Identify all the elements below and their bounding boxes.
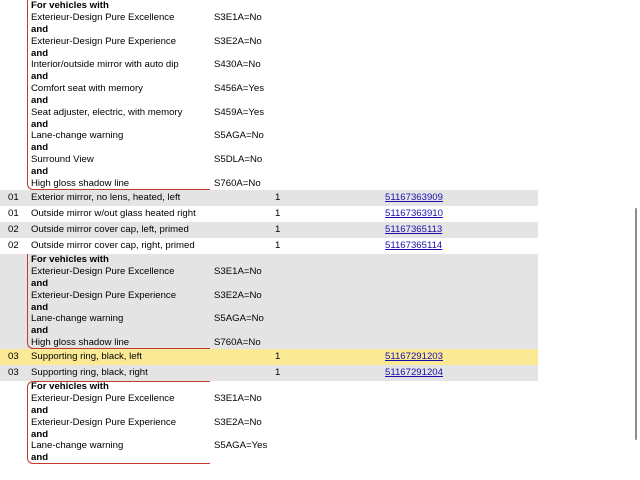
part-row[interactable] bbox=[0, 190, 538, 206]
condition-code: S3E2A=No bbox=[214, 416, 262, 428]
condition-line bbox=[0, 107, 538, 119]
condition-text: High gloss shadow line bbox=[31, 336, 130, 348]
and-connector: and bbox=[31, 404, 49, 416]
part-quantity: 1 bbox=[275, 239, 281, 251]
condition-line bbox=[0, 83, 538, 95]
condition-text: Exterieur-Design Pure Excellence bbox=[31, 392, 175, 404]
condition-header: For vehicles with bbox=[31, 380, 109, 392]
and-connector: and bbox=[31, 95, 49, 107]
and-connector: and bbox=[31, 47, 49, 59]
condition-code: S5DLA=No bbox=[214, 154, 263, 166]
condition-code: S5AGA=No bbox=[214, 313, 264, 325]
vehicle-condition-block bbox=[0, 254, 538, 349]
part-number-link[interactable]: 51167291203 bbox=[385, 350, 443, 362]
part-number-link[interactable]: 51167291204 bbox=[385, 366, 443, 378]
part-description: Outside mirror cover cap, left, primed bbox=[31, 223, 189, 235]
condition-code: S5AGA=No bbox=[214, 130, 264, 142]
part-quantity: 1 bbox=[275, 350, 281, 362]
condition-text: Lane-change warning bbox=[31, 313, 124, 325]
and-connector: and bbox=[31, 325, 49, 337]
condition-code: S3E1A=No bbox=[214, 392, 262, 404]
condition-code: S3E1A=No bbox=[214, 265, 262, 277]
condition-line bbox=[0, 290, 538, 302]
condition-text: Exterieur-Design Pure Experience bbox=[31, 416, 177, 428]
condition-line bbox=[0, 59, 538, 71]
part-row[interactable] bbox=[0, 222, 538, 238]
part-ref-number: 03 bbox=[8, 350, 19, 362]
condition-text: Exterieur-Design Pure Excellence bbox=[31, 12, 175, 23]
part-description: Exterior mirror, no lens, heated, left bbox=[31, 191, 181, 203]
condition-text: Interior/outside mirror with auto dip bbox=[31, 59, 179, 71]
part-ref-number: 01 bbox=[8, 191, 19, 203]
condition-line bbox=[0, 154, 538, 166]
part-quantity: 1 bbox=[275, 366, 281, 378]
part-row[interactable] bbox=[0, 365, 538, 381]
and-connector: and bbox=[31, 452, 49, 464]
and-connector: and bbox=[31, 166, 49, 178]
condition-line bbox=[0, 417, 538, 429]
condition-code: S430A=No bbox=[214, 59, 261, 71]
condition-line bbox=[0, 130, 538, 142]
condition-code: S3E2A=No bbox=[214, 35, 262, 47]
vehicle-condition-block bbox=[0, 0, 538, 190]
condition-header: For vehicles with bbox=[31, 0, 109, 11]
condition-code: S760A=No bbox=[214, 177, 261, 189]
condition-text: Exterieur-Design Pure Excellence bbox=[31, 265, 175, 277]
part-number-link[interactable]: 51167363909 bbox=[385, 191, 443, 203]
part-quantity: 1 bbox=[275, 223, 281, 235]
condition-code: S3E1A=No bbox=[214, 12, 262, 23]
part-ref-number: 03 bbox=[8, 366, 19, 378]
part-quantity: 1 bbox=[275, 207, 281, 219]
and-connector: and bbox=[31, 301, 49, 313]
condition-line bbox=[0, 266, 538, 278]
condition-text: Comfort seat with memory bbox=[31, 83, 143, 95]
and-connector: and bbox=[31, 142, 49, 154]
condition-line bbox=[0, 12, 538, 24]
condition-text: Exterieur-Design Pure Experience bbox=[31, 289, 177, 301]
condition-code: S760A=No bbox=[214, 336, 261, 348]
condition-text: Surround View bbox=[31, 154, 94, 166]
part-row[interactable] bbox=[0, 238, 538, 254]
condition-line bbox=[0, 337, 538, 349]
part-number-link[interactable]: 51167365113 bbox=[385, 223, 443, 235]
condition-code: S3E2A=No bbox=[214, 289, 262, 301]
condition-line bbox=[0, 36, 538, 48]
condition-code: S5AGA=Yes bbox=[214, 440, 268, 452]
part-row[interactable] bbox=[0, 349, 538, 365]
part-description: Supporting ring, black, right bbox=[31, 366, 148, 378]
and-connector: and bbox=[31, 428, 49, 440]
part-description: Outside mirror cover cap, right, primed bbox=[31, 239, 195, 251]
and-connector: and bbox=[31, 24, 49, 35]
and-connector: and bbox=[31, 277, 49, 289]
and-connector: and bbox=[31, 118, 49, 130]
condition-line bbox=[0, 393, 538, 405]
condition-text: Exterieur-Design Pure Experience bbox=[31, 35, 177, 47]
condition-line bbox=[0, 440, 538, 452]
and-connector: and bbox=[31, 71, 49, 83]
condition-line bbox=[0, 313, 538, 325]
condition-code: S456A=Yes bbox=[214, 83, 265, 95]
condition-text: Lane-change warning bbox=[31, 440, 124, 452]
condition-text: High gloss shadow line bbox=[31, 177, 130, 189]
vehicle-condition-block bbox=[0, 381, 538, 464]
condition-line bbox=[0, 178, 538, 190]
part-number-link[interactable]: 51167363910 bbox=[385, 207, 443, 219]
part-description: Supporting ring, black, left bbox=[31, 350, 142, 362]
condition-text: Seat adjuster, electric, with memory bbox=[31, 106, 183, 118]
condition-text: Lane-change warning bbox=[31, 130, 124, 142]
condition-header: For vehicles with bbox=[31, 253, 109, 265]
part-ref-number: 02 bbox=[8, 223, 19, 235]
part-ref-number: 02 bbox=[8, 239, 19, 251]
vertical-scrollbar[interactable] bbox=[635, 208, 637, 440]
part-ref-number: 01 bbox=[8, 207, 19, 219]
part-number-link[interactable]: 51167365114 bbox=[385, 239, 443, 251]
condition-code: S459A=Yes bbox=[214, 106, 265, 118]
part-row[interactable] bbox=[0, 206, 538, 222]
part-description: Outside mirror w/out glass heated right bbox=[31, 207, 196, 219]
part-quantity: 1 bbox=[275, 191, 281, 203]
